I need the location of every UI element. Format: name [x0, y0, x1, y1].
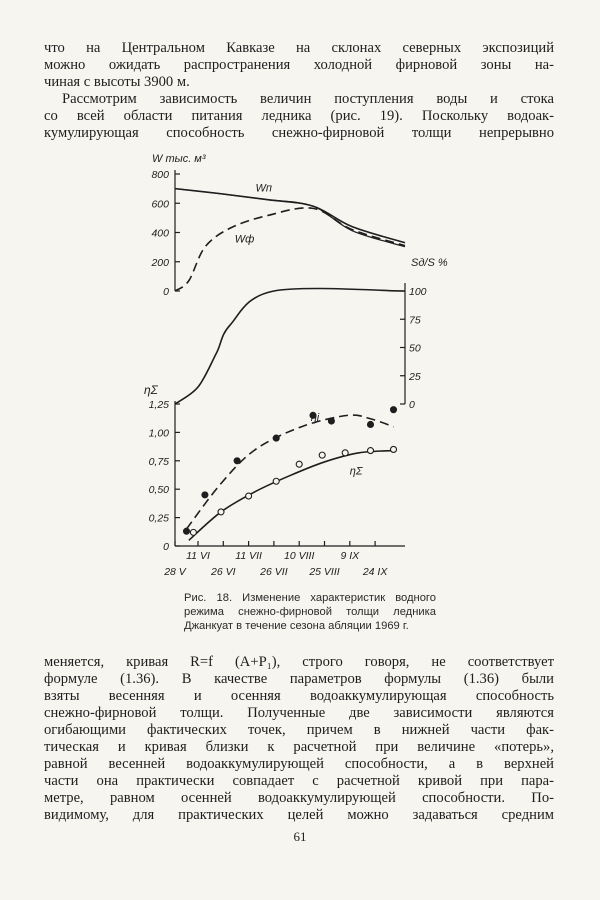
text-line: меняется, кривая R=f (A+P₁), строго говоря, не соответствует	[44, 654, 554, 670]
text-line: взяты весенняя и осенняя водоаккумулирующая способность	[44, 688, 554, 704]
data-point	[234, 458, 240, 464]
y-tick-label: 0	[163, 541, 169, 553]
text-line: огибающими фактических точек, причем в нижней части фак-	[44, 722, 554, 738]
y-tick-label: 400	[151, 227, 169, 240]
series-label: Wф	[234, 233, 255, 246]
text-line: равной весенней водоаккумулирующей способности, а в верхней	[44, 756, 554, 772]
y-tick-label: 0,50	[148, 484, 169, 497]
series-line-twin	[175, 189, 405, 247]
series-label: ηi	[310, 412, 320, 425]
series-line	[175, 208, 405, 291]
text-line: Рассмотрим зависимость величин поступления воды и стока	[62, 91, 554, 107]
y-axis-label-bottom: ηΣ	[144, 383, 158, 397]
y-tick-label: 200	[151, 256, 169, 269]
figure-caption: режима снежно-фирновой толщи ледника	[184, 606, 436, 618]
y-tick-label: 50	[409, 342, 421, 355]
series-label: ηΣ	[349, 465, 363, 478]
y-tick-label: 75	[409, 314, 421, 327]
data-point	[296, 461, 302, 467]
text-line: что на Центральном Кавказе на склонах северных экспозиций	[44, 40, 554, 56]
y-tick-label: 1,25	[148, 399, 169, 411]
text-line: формуле (1.36). В качестве параметров формулы (1.36) были	[44, 671, 554, 687]
y-axis-label-top: W тыс. м³	[152, 153, 206, 165]
x-tick-label-bottom: 26 VII	[260, 566, 288, 578]
text-line: снежно-фирновой толщи. Полученные две зависимости являются	[44, 705, 554, 721]
figure-caption: Рис. 18. Изменение характеристик водного	[184, 592, 436, 604]
data-point	[273, 435, 279, 441]
y-tick-label: 25	[409, 370, 421, 383]
x-tick-label-top: 9 IX	[340, 550, 360, 562]
text-line: видимому, для практических целей можно задаваться средним	[44, 807, 554, 823]
y-tick-label: 0	[163, 286, 169, 298]
x-tick-label-bottom: 24 IX	[362, 566, 388, 578]
series-line	[175, 189, 405, 243]
x-tick-label-bottom: 26 VI	[211, 566, 236, 578]
data-point	[342, 450, 348, 456]
data-point	[368, 421, 374, 427]
text-line: кумулирующая способность снежно-фирновой толщи непрерывно	[44, 125, 554, 141]
data-point	[368, 448, 374, 454]
data-point	[319, 452, 325, 458]
text-line: части она практически совпадает с расчетной кривой при пара-	[44, 773, 554, 789]
y-tick-label: 800	[151, 169, 169, 181]
y-tick-label: 0	[409, 399, 415, 411]
data-point	[273, 478, 279, 484]
series-label: Wп	[255, 182, 272, 195]
series-line	[175, 288, 405, 404]
text-line: тическая и кривая близки к расчетной при величине «потерь»,	[44, 739, 554, 755]
y-tick-label: 100	[409, 286, 427, 298]
x-tick-label-top: 10 VIII	[284, 550, 315, 562]
x-tick-label-bottom: 25 VIII	[309, 566, 340, 578]
text-line: чиная с высоты 3900 м.	[44, 74, 190, 90]
y-tick-label: 1,00	[148, 427, 169, 440]
y-tick-label: 0,75	[148, 455, 169, 468]
text-line: метре, равном осенней водоаккумулирующей способности. По-	[44, 790, 554, 806]
data-point	[184, 528, 190, 534]
text-line: со всей области питания ледника (рис. 19). Поскольку водоак-	[44, 108, 554, 124]
data-point	[190, 529, 196, 535]
x-tick-label-bottom: 28 V	[164, 566, 186, 578]
y-axis-label-right: Sд/S %	[411, 257, 448, 269]
data-point	[391, 407, 397, 413]
x-tick-label-top: 11 VII	[235, 550, 262, 562]
x-tick-label-top: 11 VI	[186, 550, 210, 562]
figure-caption: Джанкуат в течение сезона абляции 1969 г.	[184, 620, 409, 632]
data-point	[391, 446, 397, 452]
text-line: можно ожидать распространения холодной фирновой зоны на-	[44, 57, 554, 73]
data-point	[202, 492, 208, 498]
figure-svg	[120, 146, 448, 586]
y-tick-label: 0,25	[148, 512, 169, 525]
data-point	[328, 418, 334, 424]
page-number: 61	[293, 829, 307, 844]
data-point	[246, 493, 252, 499]
figure-18	[120, 146, 448, 586]
series-line	[189, 451, 394, 541]
data-point	[218, 509, 224, 515]
y-tick-label: 600	[151, 198, 169, 211]
